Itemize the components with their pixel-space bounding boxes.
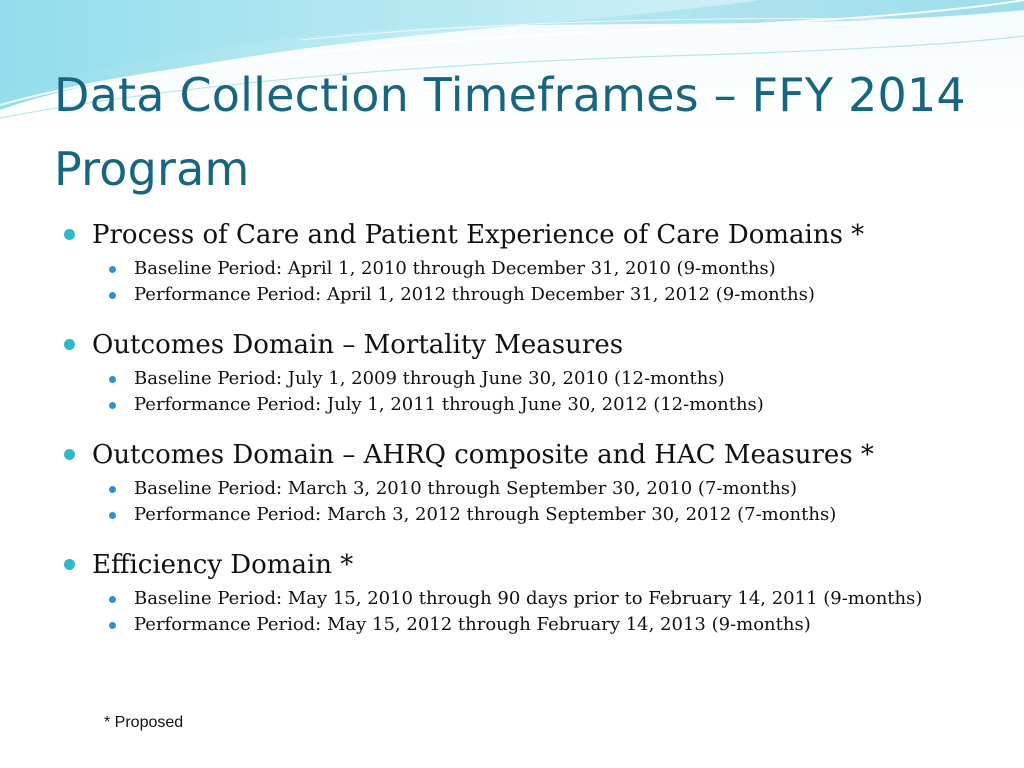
bullet-dot-icon bbox=[64, 559, 75, 570]
bullet-text: Outcomes Domain – Mortality Measures bbox=[92, 330, 624, 360]
domain-group-efficiency bbox=[62, 546, 992, 636]
bullet-item bbox=[62, 546, 992, 584]
sub-bullet-dot-icon bbox=[109, 512, 116, 519]
sub-bullet-dot-icon bbox=[109, 376, 116, 383]
sub-bullet-item bbox=[62, 284, 992, 306]
bullet-text: Process of Care and Patient Experience of Care Domains * bbox=[92, 220, 865, 250]
sub-bullet-text: Baseline Period: April 1, 2010 through December 31, 2010 (9-months) bbox=[134, 258, 776, 279]
bullet-item bbox=[62, 326, 992, 364]
bullet-list bbox=[62, 216, 992, 656]
bullet-item bbox=[62, 436, 992, 474]
sub-bullet-text: Baseline Period: March 3, 2010 through September 30, 2010 (7-months) bbox=[134, 478, 798, 499]
bullet-dot-icon bbox=[64, 229, 75, 240]
sub-bullet-text: Baseline Period: May 15, 2010 through 90 days prior to February 14, 2011 (9-months) bbox=[134, 588, 923, 609]
bullet-dot-icon bbox=[64, 449, 75, 460]
sub-bullet-text: Performance Period: July 1, 2011 through June 30, 2012 (12-months) bbox=[134, 394, 764, 415]
bullet-text: Outcomes Domain – AHRQ composite and HAC Measures * bbox=[92, 440, 874, 470]
sub-bullet-text: Performance Period: May 15, 2012 through February 14, 2013 (9-months) bbox=[134, 614, 811, 635]
sub-bullet-dot-icon bbox=[109, 292, 116, 299]
footnote: * Proposed bbox=[104, 714, 184, 731]
domain-group-process-of-care bbox=[62, 216, 992, 306]
sub-bullet-item bbox=[62, 478, 992, 500]
sub-bullet-dot-icon bbox=[109, 266, 116, 273]
sub-bullet-dot-icon bbox=[109, 486, 116, 493]
sub-bullet-dot-icon bbox=[109, 596, 116, 603]
slide-title: Data Collection Timeframes – FFY 2014 Program bbox=[54, 68, 966, 196]
bullet-text: Efficiency Domain * bbox=[92, 550, 354, 580]
sub-bullet-text: Performance Period: April 1, 2012 through December 31, 2012 (9-months) bbox=[134, 284, 815, 305]
domain-group-ahrq-hac bbox=[62, 436, 992, 526]
sub-bullet-item bbox=[62, 588, 992, 610]
sub-bullet-item bbox=[62, 258, 992, 280]
sub-bullet-item bbox=[62, 368, 992, 390]
sub-bullet-item bbox=[62, 614, 992, 636]
sub-bullet-text: Baseline Period: July 1, 2009 through June 30, 2010 (12-months) bbox=[134, 368, 725, 389]
sub-bullet-text: Performance Period: March 3, 2012 through September 30, 2012 (7-months) bbox=[134, 504, 837, 525]
bullet-item bbox=[62, 216, 992, 254]
sub-bullet-dot-icon bbox=[109, 402, 116, 409]
sub-bullet-item bbox=[62, 504, 992, 526]
domain-group-mortality bbox=[62, 326, 992, 416]
sub-bullet-item bbox=[62, 394, 992, 416]
bullet-dot-icon bbox=[64, 339, 75, 350]
sub-bullet-dot-icon bbox=[109, 622, 116, 629]
